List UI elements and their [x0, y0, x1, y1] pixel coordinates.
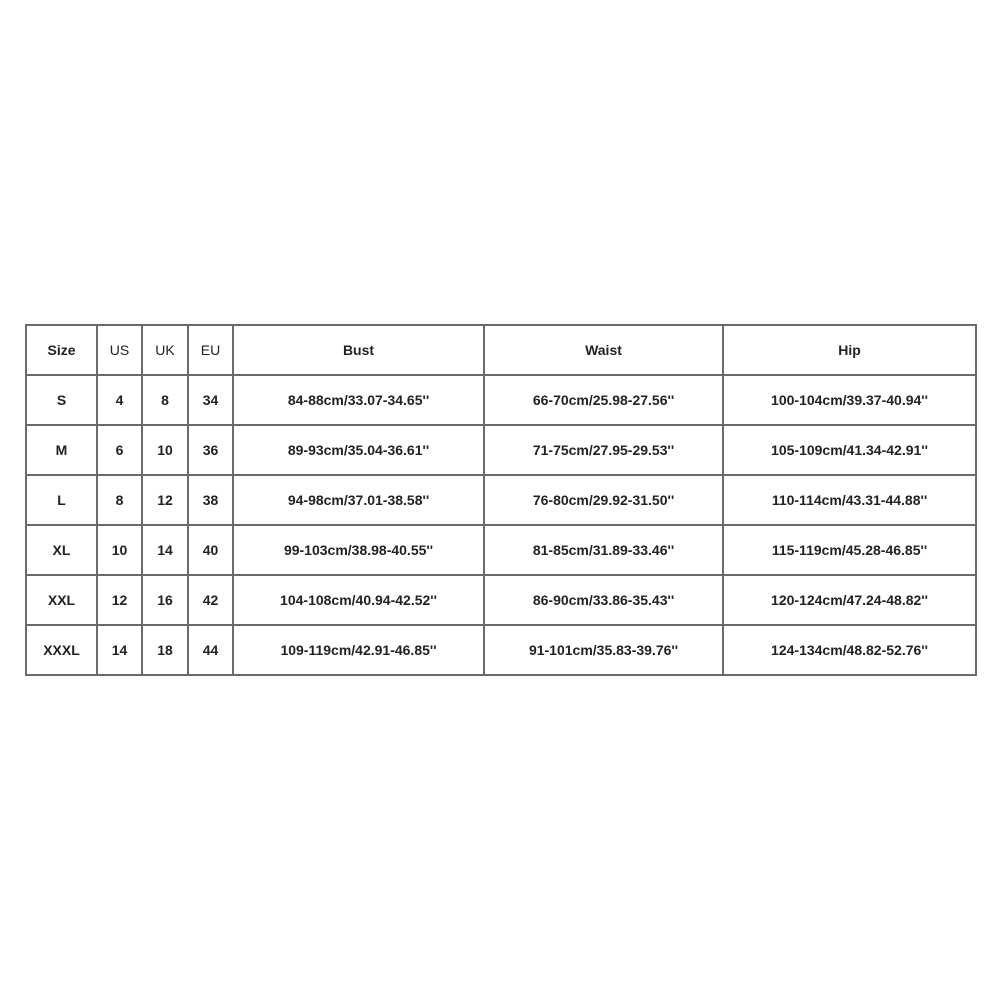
table-row [26, 375, 976, 425]
cell-uk: 18 [142, 625, 188, 675]
cell-us: 12 [97, 575, 142, 625]
cell-size: M [26, 425, 97, 475]
header-waist: Waist [484, 325, 723, 375]
cell-bust: 99-103cm/38.98-40.55'' [233, 525, 484, 575]
header-hip: Hip [723, 325, 976, 375]
size-chart-table [25, 324, 977, 676]
cell-hip: 115-119cm/45.28-46.85'' [723, 525, 976, 575]
cell-hip: 100-104cm/39.37-40.94'' [723, 375, 976, 425]
cell-waist: 76-80cm/29.92-31.50'' [484, 475, 723, 525]
header-uk: UK [142, 325, 188, 375]
cell-eu: 42 [188, 575, 233, 625]
cell-bust: 104-108cm/40.94-42.52'' [233, 575, 484, 625]
header-row [26, 325, 976, 375]
cell-eu: 34 [188, 375, 233, 425]
cell-size: XL [26, 525, 97, 575]
cell-waist: 86-90cm/33.86-35.43'' [484, 575, 723, 625]
cell-bust: 109-119cm/42.91-46.85'' [233, 625, 484, 675]
cell-size: XXL [26, 575, 97, 625]
cell-eu: 38 [188, 475, 233, 525]
table-row [26, 425, 976, 475]
cell-waist: 81-85cm/31.89-33.46'' [484, 525, 723, 575]
cell-uk: 8 [142, 375, 188, 425]
cell-uk: 12 [142, 475, 188, 525]
cell-waist: 91-101cm/35.83-39.76'' [484, 625, 723, 675]
cell-size: XXXL [26, 625, 97, 675]
cell-eu: 36 [188, 425, 233, 475]
cell-bust: 94-98cm/37.01-38.58'' [233, 475, 484, 525]
table-row [26, 575, 976, 625]
cell-hip: 120-124cm/47.24-48.82'' [723, 575, 976, 625]
cell-eu: 44 [188, 625, 233, 675]
header-size: Size [26, 325, 97, 375]
table-row [26, 475, 976, 525]
cell-bust: 84-88cm/33.07-34.65'' [233, 375, 484, 425]
cell-us: 10 [97, 525, 142, 575]
table-row [26, 525, 976, 575]
cell-hip: 105-109cm/41.34-42.91'' [723, 425, 976, 475]
table-row [26, 625, 976, 675]
cell-waist: 66-70cm/25.98-27.56'' [484, 375, 723, 425]
cell-us: 6 [97, 425, 142, 475]
cell-hip: 110-114cm/43.31-44.88'' [723, 475, 976, 525]
cell-bust: 89-93cm/35.04-36.61'' [233, 425, 484, 475]
cell-hip: 124-134cm/48.82-52.76'' [723, 625, 976, 675]
header-eu: EU [188, 325, 233, 375]
cell-waist: 71-75cm/27.95-29.53'' [484, 425, 723, 475]
cell-size: S [26, 375, 97, 425]
cell-eu: 40 [188, 525, 233, 575]
cell-uk: 10 [142, 425, 188, 475]
cell-us: 14 [97, 625, 142, 675]
header-bust: Bust [233, 325, 484, 375]
cell-uk: 14 [142, 525, 188, 575]
cell-uk: 16 [142, 575, 188, 625]
cell-us: 4 [97, 375, 142, 425]
cell-us: 8 [97, 475, 142, 525]
header-us: US [97, 325, 142, 375]
cell-size: L [26, 475, 97, 525]
